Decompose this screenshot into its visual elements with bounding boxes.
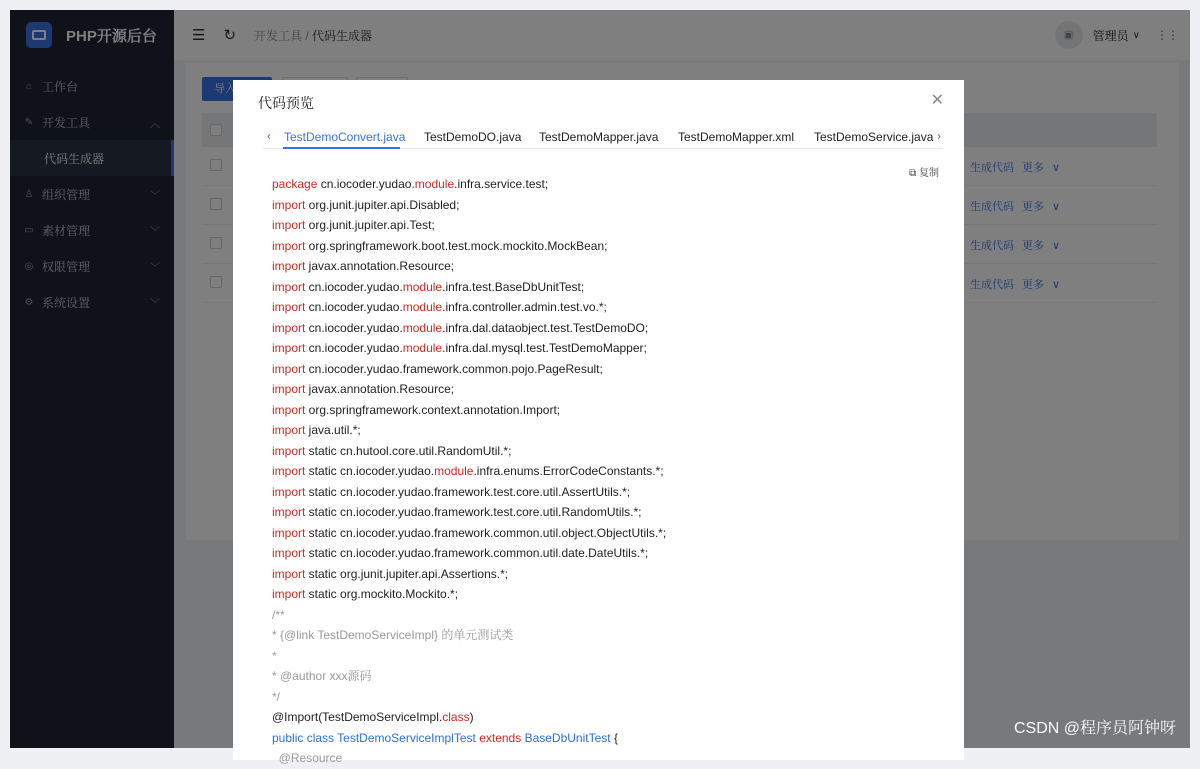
code-token: import bbox=[272, 238, 306, 253]
code-token: org.junit.jupiter.api.Test; bbox=[305, 218, 435, 232]
code-token: * {@link TestDemoServiceImpl} 的单元测试类 bbox=[272, 628, 514, 642]
code-token: module bbox=[402, 300, 443, 314]
code-line bbox=[272, 461, 666, 482]
code-line bbox=[272, 359, 666, 380]
code-line bbox=[272, 482, 666, 503]
code-token: @Import(TestDemoServiceImpl. bbox=[272, 710, 443, 724]
code-line bbox=[272, 543, 666, 564]
code-preview-dialog bbox=[233, 80, 964, 765]
code-token: import bbox=[272, 279, 306, 294]
code-token: BaseDbUnitTest bbox=[524, 730, 611, 745]
code-line bbox=[272, 420, 666, 441]
code-token: import bbox=[272, 443, 306, 458]
code-token: module bbox=[402, 279, 443, 294]
code-token: module bbox=[402, 320, 443, 335]
code-line bbox=[272, 748, 666, 769]
code-line bbox=[272, 297, 666, 318]
code-line bbox=[272, 646, 666, 667]
file-tabs bbox=[263, 127, 943, 149]
code-token: .infra.dal.mysql.test.TestDemoMapper; bbox=[442, 341, 647, 355]
code-token: * @author xxx源码 bbox=[272, 669, 372, 683]
code-token: @Resource bbox=[272, 751, 343, 765]
code-token: .infra.dal.dataobject.test.TestDemoDO; bbox=[442, 320, 649, 335]
code-line bbox=[272, 666, 666, 687]
copy-icon: ⧉ bbox=[909, 168, 919, 179]
copy-label: 复制 bbox=[919, 168, 939, 179]
chevron-left-icon[interactable]: ‹ bbox=[267, 129, 271, 143]
watermark: CSDN @程序员阿钟呀 bbox=[1013, 720, 1176, 737]
dialog-title: 代码预览 bbox=[258, 95, 314, 111]
tab-testdemoservice[interactable]: TestDemoService.java bbox=[814, 130, 934, 144]
code-token: import bbox=[272, 464, 306, 478]
app-window bbox=[10, 10, 1190, 765]
code-line bbox=[272, 728, 666, 749]
code-token: import bbox=[272, 484, 306, 499]
active-tab-indicator bbox=[283, 147, 400, 149]
code-token: module bbox=[402, 341, 443, 355]
code-token: cn.iocoder.yudao.framework.common.pojo.PageResult; bbox=[305, 361, 603, 376]
code-token: cn.iocoder.yudao. bbox=[317, 177, 415, 191]
code-token: org.junit.jupiter.api.Disabled; bbox=[305, 197, 460, 212]
code-line bbox=[272, 174, 666, 195]
code-line bbox=[272, 523, 666, 544]
code-token: import bbox=[272, 197, 306, 212]
code-token: class bbox=[442, 710, 470, 724]
code-token: */ bbox=[272, 689, 281, 704]
code-line bbox=[272, 256, 666, 277]
code-token: { bbox=[610, 730, 618, 745]
code-token: cn.iocoder.yudao. bbox=[305, 279, 403, 294]
code-token: javax.annotation.Resource; bbox=[305, 382, 455, 396]
code-token: javax.annotation.Resource; bbox=[305, 259, 455, 273]
code-token: import bbox=[272, 423, 306, 437]
code-line bbox=[272, 564, 666, 585]
code-token: import bbox=[272, 587, 306, 601]
code-line bbox=[272, 625, 666, 646]
code-token: import bbox=[272, 382, 306, 396]
code-token: extends bbox=[479, 730, 522, 745]
code-token: import bbox=[272, 361, 306, 376]
code-token: org.springframework.context.annotation.Import; bbox=[305, 402, 561, 417]
code-block bbox=[272, 174, 666, 769]
code-token: static cn.iocoder.yudao.framework.common.util.date.DateUtils.*; bbox=[305, 546, 649, 560]
code-token: .infra.service.test; bbox=[454, 177, 549, 191]
code-token: import bbox=[272, 218, 306, 232]
code-token: cn.iocoder.yudao. bbox=[305, 300, 403, 314]
code-token: .infra.enums.ErrorCodeConstants.*; bbox=[473, 464, 664, 478]
code-line bbox=[272, 400, 666, 421]
copy-button[interactable] bbox=[909, 164, 939, 179]
code-token: /** bbox=[272, 607, 285, 622]
tab-testdemomapper-xml[interactable]: TestDemoMapper.xml bbox=[678, 130, 795, 144]
code-token: import bbox=[272, 402, 306, 417]
code-token: package bbox=[272, 177, 318, 191]
code-line bbox=[272, 215, 666, 236]
tab-testdemomapper[interactable]: TestDemoMapper.java bbox=[539, 130, 659, 144]
code-token: module bbox=[434, 464, 474, 478]
code-token: static cn.iocoder.yudao.framework.test.core.util.AssertUtils.*; bbox=[305, 484, 631, 499]
code-line bbox=[272, 584, 666, 605]
code-line bbox=[272, 502, 666, 523]
code-line bbox=[272, 277, 666, 298]
code-token: import bbox=[272, 300, 306, 314]
code-line bbox=[272, 318, 666, 339]
code-token: .infra.controller.admin.test.vo.*; bbox=[442, 300, 607, 314]
code-token: import bbox=[272, 505, 306, 519]
code-token: static cn.iocoder.yudao. bbox=[305, 464, 435, 478]
code-line bbox=[272, 707, 666, 728]
code-token: static cn.iocoder.yudao.framework.test.core.util.RandomUtils.*; bbox=[305, 505, 642, 519]
code-token: import bbox=[272, 546, 306, 560]
code-token: public class TestDemoServiceImplTest bbox=[272, 730, 480, 745]
code-line bbox=[272, 236, 666, 257]
code-line bbox=[272, 195, 666, 216]
code-token: import bbox=[272, 259, 306, 273]
code-token: import bbox=[272, 566, 306, 581]
code-token: static org.mockito.Mockito.*; bbox=[305, 587, 459, 601]
code-token: import bbox=[272, 341, 306, 355]
tab-testdemoconvert[interactable]: TestDemoConvert.java bbox=[284, 130, 406, 144]
code-token: import bbox=[272, 320, 306, 335]
code-token: cn.iocoder.yudao. bbox=[305, 320, 403, 335]
code-line bbox=[272, 441, 666, 462]
code-token: import bbox=[272, 525, 306, 540]
tab-testdemodo[interactable]: TestDemoDO.java bbox=[424, 130, 522, 144]
chevron-right-icon[interactable]: › bbox=[937, 129, 941, 143]
code-token: cn.iocoder.yudao. bbox=[305, 341, 403, 355]
code-token: org.springframework.boot.test.mock.mockito.MockBean; bbox=[305, 238, 608, 253]
code-line bbox=[272, 338, 666, 359]
code-line bbox=[272, 687, 666, 708]
code-token: ) bbox=[469, 710, 474, 724]
code-line bbox=[272, 605, 666, 626]
code-line bbox=[272, 379, 666, 400]
code-token: java.util.*; bbox=[305, 423, 361, 437]
code-token: module bbox=[414, 177, 455, 191]
code-token: static cn.hutool.core.util.RandomUtil.*; bbox=[305, 443, 512, 458]
close-icon[interactable]: ✕ bbox=[930, 92, 944, 109]
code-token: .infra.test.BaseDbUnitTest; bbox=[442, 279, 585, 294]
code-token: * bbox=[272, 648, 277, 663]
code-token: static org.junit.jupiter.api.Assertions.*; bbox=[305, 566, 509, 581]
code-token: static cn.iocoder.yudao.framework.common.util.object.ObjectUtils.*; bbox=[305, 525, 667, 540]
